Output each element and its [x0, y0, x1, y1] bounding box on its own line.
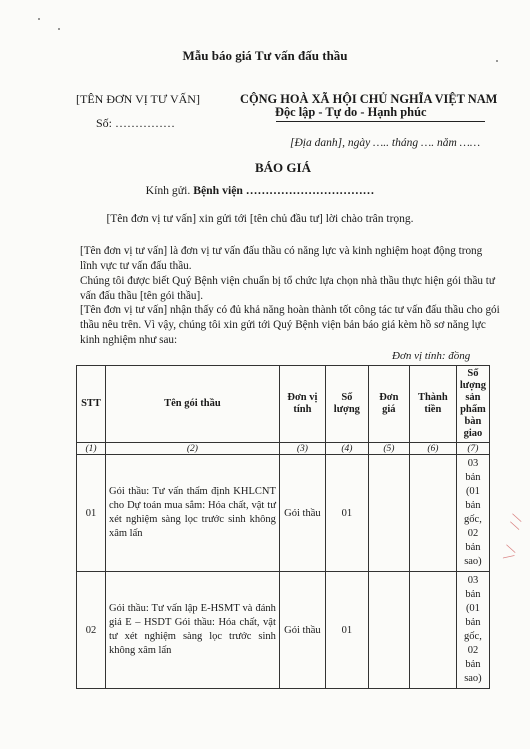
table-header-row — [77, 366, 490, 443]
form-title: Mẫu báo giá Tư vấn đấu thầu — [182, 48, 348, 63]
paragraph-context: Chúng tôi được biết Quý Bệnh viện chuẩn bị tổ chức lựa chọn nhà thầu thực hiện gói thầu tư vấn đấu thầu [tên gói thầu]. — [80, 275, 495, 302]
header-unit: Đơn vị tính — [279, 366, 325, 443]
scan-speck — [38, 18, 40, 20]
index-cell: (1) — [77, 443, 106, 455]
row-package-name: Gói thầu: Tư vấn lập E-HSMT và đánh giá E – HSDT Gói thầu: Hóa chất, vật tư xét nghiệm sàng lọc trước sinh không xâm lấn — [105, 572, 279, 689]
scan-speck — [58, 28, 60, 30]
stray-pen-mark: ╲ ╱ — [504, 545, 518, 561]
greeting-line: [Tên đơn vị tư vấn] xin gửi tới [tên chủ đầu tư] lời chào trân trọng. — [106, 213, 414, 225]
recipient-label: Kính gửi. — [145, 184, 191, 197]
stray-pen-mark: ╱ ╱ — [510, 514, 524, 530]
row-unit: Gói thầu — [279, 572, 325, 689]
index-cell: (2) — [105, 443, 279, 455]
row-unit: Gói thầu — [279, 455, 325, 572]
currency-unit-note: Đơn vị tính: đồng — [392, 350, 471, 362]
row-deliverables: 03 bản (01 bản gốc, 02 bản sao) — [456, 455, 489, 572]
header-package-name: Tên gói thầu — [105, 366, 279, 443]
header-total: Thành tiền — [409, 366, 456, 443]
row-total — [409, 572, 456, 689]
header-stt: STT — [77, 366, 106, 443]
consultant-org-name: [TÊN ĐƠN VỊ TƯ VẤN] — [76, 92, 200, 106]
motto-underline — [276, 121, 485, 122]
row-total — [409, 455, 456, 572]
document-title: BÁO GIÁ — [255, 160, 311, 175]
table-index-row — [77, 443, 490, 455]
scan-speck — [496, 60, 498, 62]
recipient-name: Bệnh viện …………………………… — [193, 184, 375, 197]
recipient-line — [0, 184, 520, 197]
table-row — [77, 572, 490, 689]
header-quantity: Số lượng — [325, 366, 368, 443]
header-deliverables: Số lượng sản phẩm bàn giao — [456, 366, 489, 443]
index-cell: (3) — [279, 443, 325, 455]
row-unit-price — [368, 572, 409, 689]
row-quantity: 01 — [325, 455, 368, 572]
index-cell: (6) — [409, 443, 456, 455]
row-stt: 01 — [77, 455, 106, 572]
national-title: CỘNG HOÀ XÃ HỘI CHỦ NGHĨA VIỆT NAM — [240, 92, 498, 106]
table-row — [77, 455, 490, 572]
row-package-name: Gói thầu: Tư vấn thẩm định KHLCNT cho Dự toán mua sắm: Hóa chất, vật tư xét nghiệm sàng lọc trước sinh không xâm lấn — [105, 455, 279, 572]
header-unit-price: Đơn giá — [368, 366, 409, 443]
row-deliverables: 03 bản (01 bản gốc, 02 bản sao) — [456, 572, 489, 689]
national-motto: Độc lập - Tự do - Hạnh phúc — [275, 105, 427, 119]
document-number: Số: …………… — [96, 116, 176, 130]
row-unit-price — [368, 455, 409, 572]
index-cell: (4) — [325, 443, 368, 455]
row-quantity: 01 — [325, 572, 368, 689]
row-stt: 02 — [77, 572, 106, 689]
paragraph-intro: [Tên đơn vị tư vấn] là đơn vị tư vấn đấu thầu có năng lực và kinh nghiệm hoạt động trong lĩnh vực tư vấn đấu thầu. — [80, 245, 483, 272]
index-cell: (5) — [368, 443, 409, 455]
index-cell: (7) — [456, 443, 489, 455]
paragraph-offer: [Tên đơn vị tư vấn] nhận thấy có đủ khả năng hoàn thành tốt công tác tư vấn đấu thầu cho gói thầu nêu trên. Vì vậy, chúng tôi xin gửi tới Quý Bệnh viện bản báo giá kèm hồ sơ năng lực kinh nghiệm như sau: — [80, 304, 500, 346]
place-date-line: [Địa danh], ngày ….. tháng …. năm …… — [290, 137, 481, 149]
quotation-table — [76, 365, 490, 689]
